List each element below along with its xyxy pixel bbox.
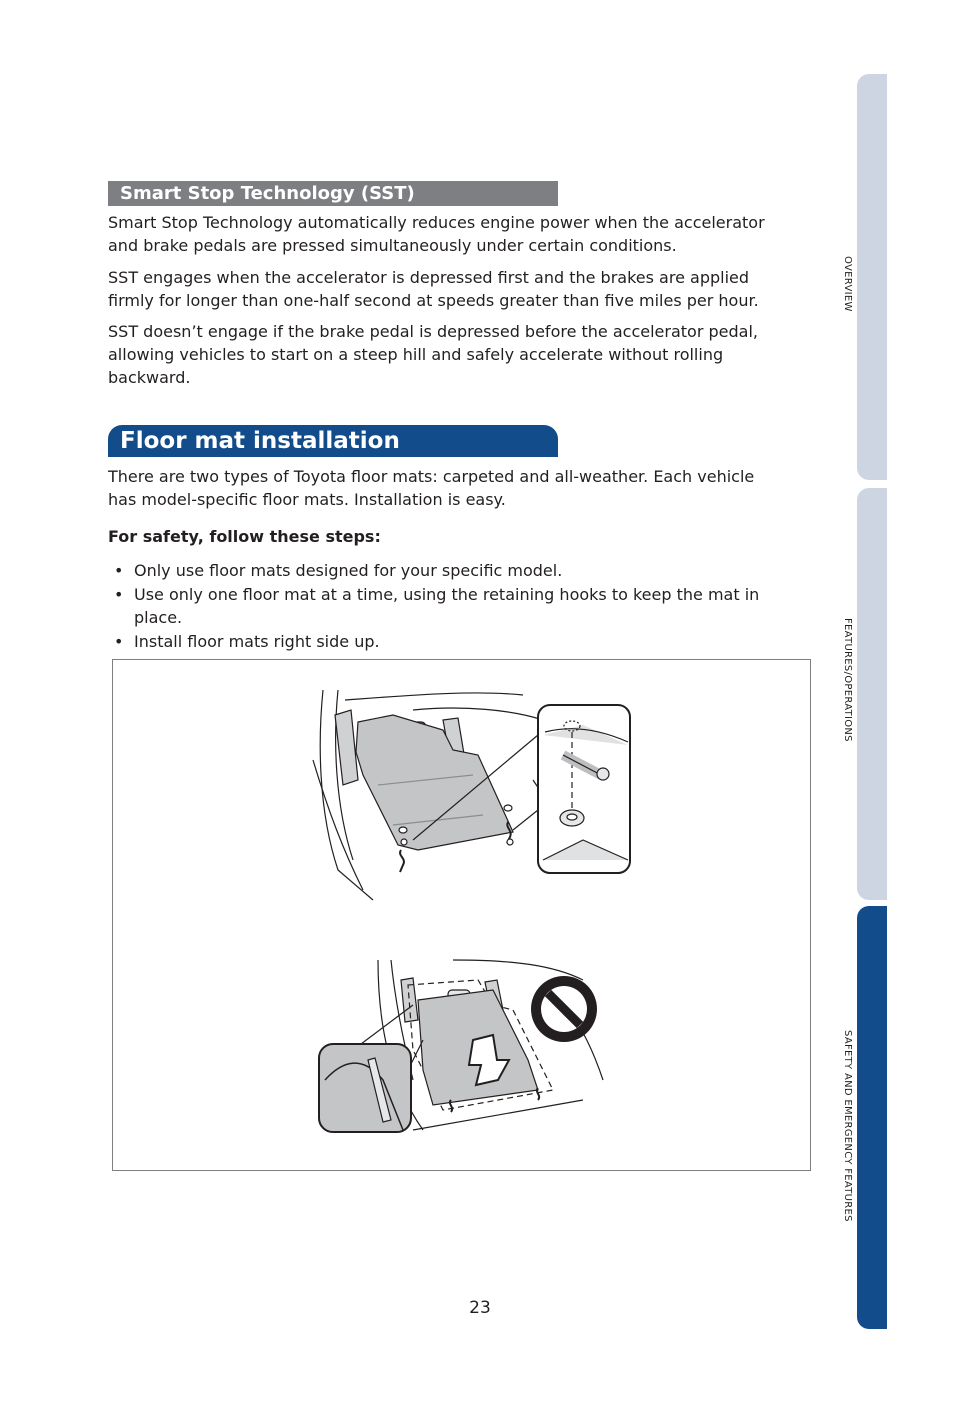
sst-paragraph-2 [108,266,808,312]
page-number: 23 [469,1298,491,1318]
bullet-icon: • [114,585,124,604]
bullet-icon: • [114,561,124,580]
sst-p1-line2: and brake pedals are pressed simultaneously under certain conditions. [108,236,677,255]
sst-p3-line1: SST doesn’t engage if the brake pedal is depressed before the accelerator pedal, [108,322,758,341]
sst-p1-line1: Smart Stop Technology automatically reduces engine power when the accelerator [108,213,765,232]
tab-features-label: FEATURES/OPERATIONS [842,618,853,742]
tab-overview-label: OVERVIEW [842,256,853,312]
list-item: • Only use floor mats designed for your specific model. [114,561,563,580]
floor-mat-heading: Floor mat installation [108,425,558,457]
floor-intro-line1: There are two types of Toyota floor mats: carpeted and all-weather. Each vehicle [108,467,755,486]
incorrect-installation-drawing [319,960,603,1132]
sst-paragraph-1 [108,211,808,257]
sst-heading: Smart Stop Technology (SST) [108,181,558,206]
floor-mat-diagram [113,660,810,1170]
sst-p3-line2: allowing vehicles to start on a steep hill and safely accelerate without rolling [108,345,724,364]
steps-list [108,559,808,654]
correct-installation-drawing [313,690,630,900]
sst-p2-line2: firmly for longer than one-half second at speeds greater than five miles per hour. [108,291,759,310]
tab-safety-emergency[interactable] [857,906,887,1329]
floor-mat-illustration [112,659,811,1171]
steps-title: For safety, follow these steps: [108,527,381,546]
list-item: • Install floor mats right side up. [114,632,380,651]
list-item: • Use only one floor mat at a time, using the retaining hooks to keep the mat in place. [114,585,760,627]
tab-features-operations[interactable] [857,488,887,900]
sst-p3-line3: backward. [108,368,191,387]
bullet-icon: • [114,632,124,651]
tab-safety-label: SAFETY AND EMERGENCY FEATURES [842,1030,853,1222]
sst-p2-line1: SST engages when the accelerator is depressed first and the brakes are applied [108,268,750,287]
floor-intro [108,465,808,511]
sst-paragraph-3 [108,320,808,389]
tab-overview[interactable] [857,74,887,480]
floor-intro-line2: has model-specific floor mats. Installation is easy. [108,490,506,509]
